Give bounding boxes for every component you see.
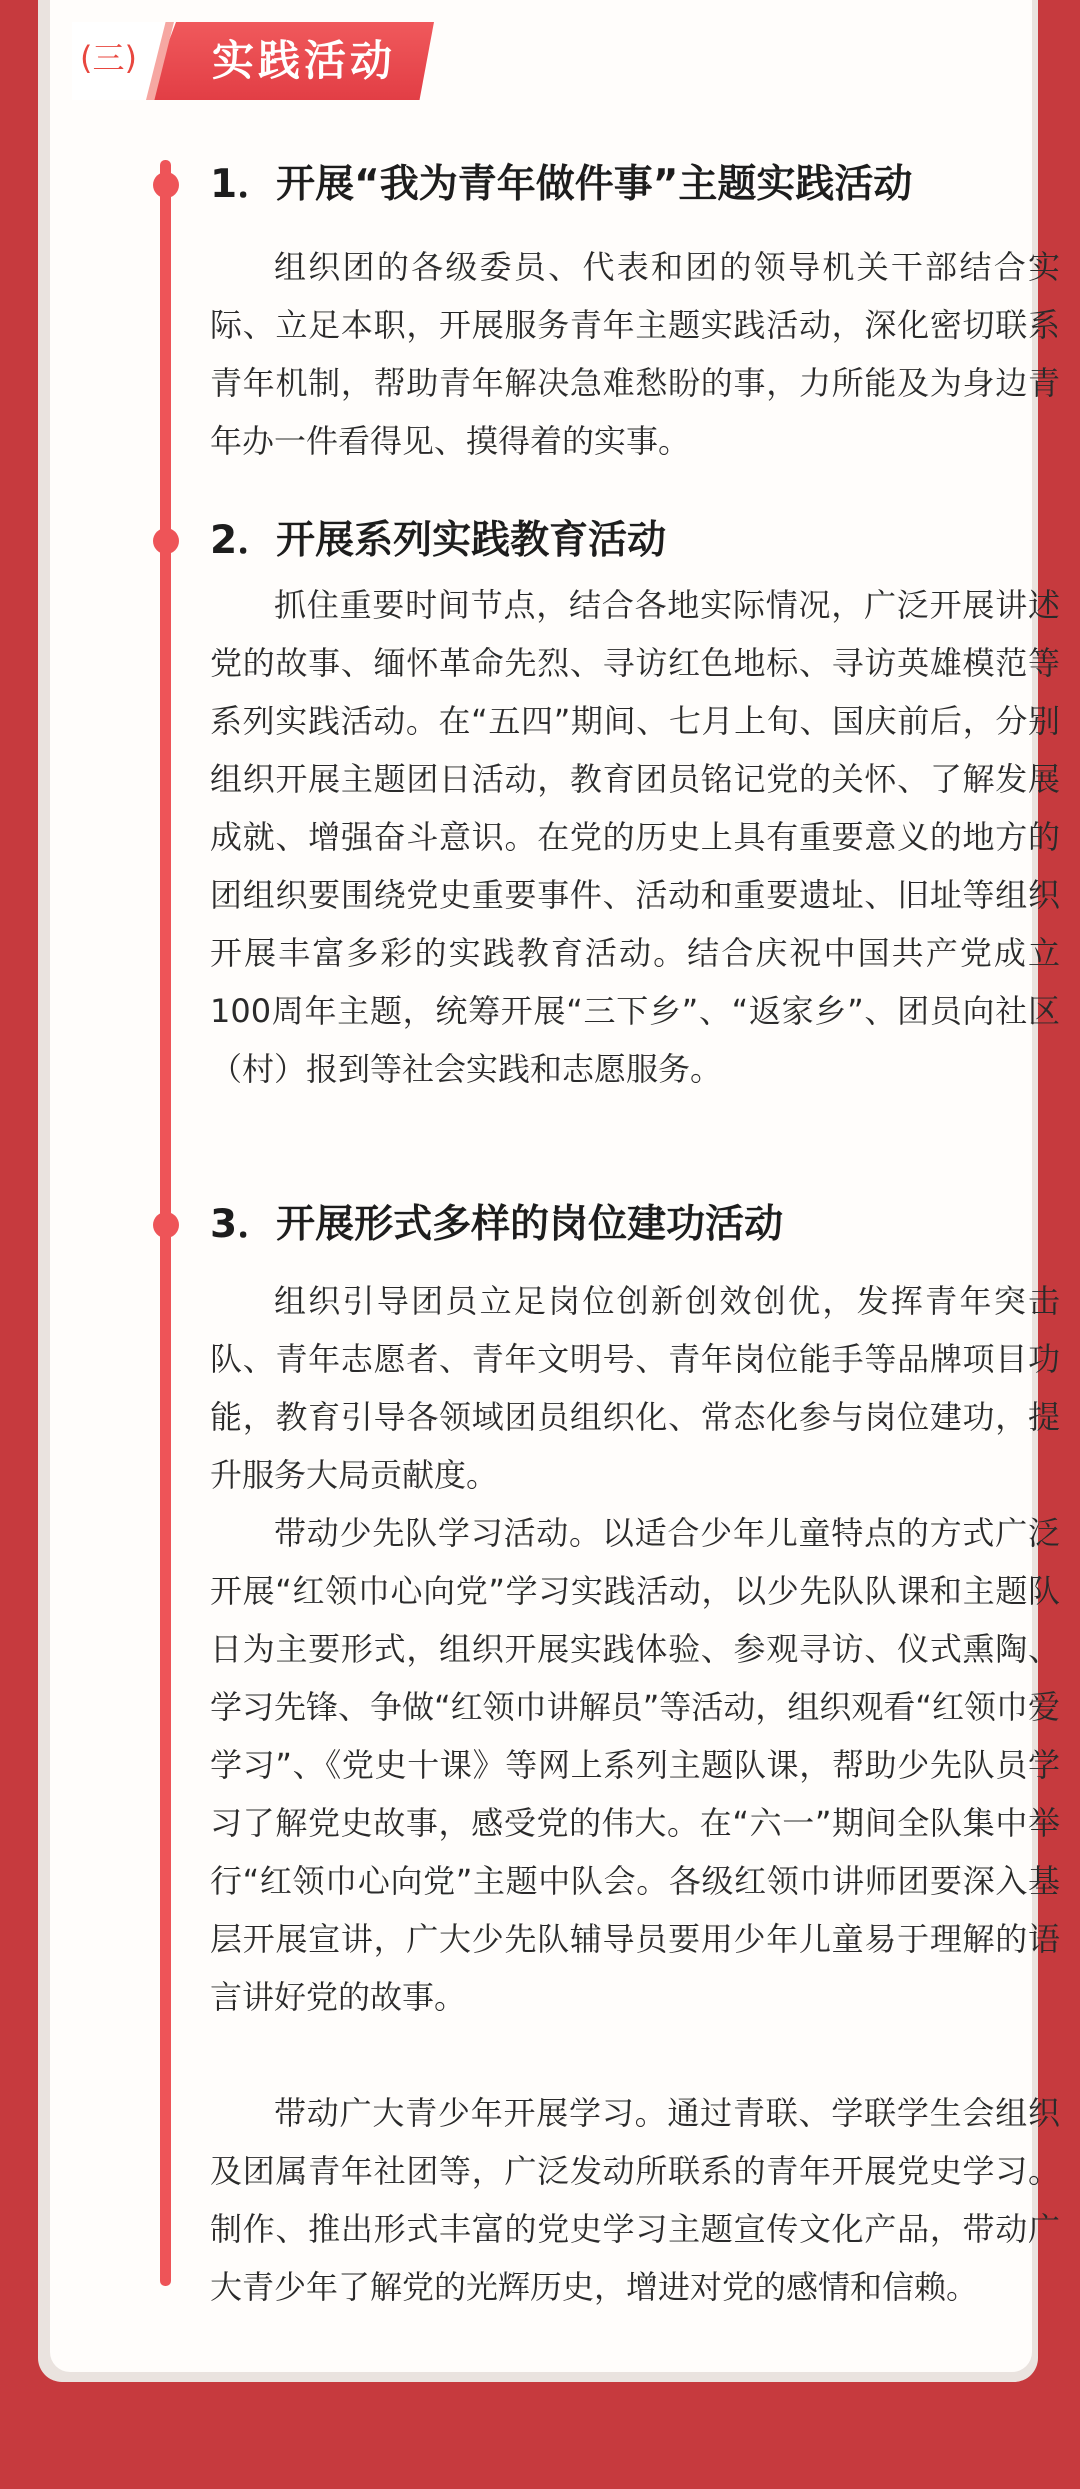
item-title: 1．开展“我为青年做件事”主题实践活动 bbox=[210, 162, 913, 207]
timeline-dot bbox=[153, 528, 179, 554]
item-paragraph: 带动广大青少年开展学习。通过青联、学联学生会组织及团属青年社团等，广泛发动所联系的青年开展党史学习。制作、推出形式丰富的党史学习主题宣传文化产品，带动广大青少年了解党的光辉历史，增进对党的感情和信赖。 bbox=[210, 2094, 1060, 2306]
timeline-dot bbox=[153, 1212, 179, 1238]
section-title: 实践活动 bbox=[212, 36, 397, 85]
item-paragraph: 抓住重要时间节点，结合各地实际情况，广泛开展讲述党的故事、缅怀革命先烈、寻访红色地标、寻访英雄模范等系列实践活动。在“五四”期间、七月上旬、国庆前后，分别组织开展主题团日活动，教育团员铭记党的关怀、了解发展成就、增强奋斗意识。在党的历史上具有重要意义的地方的团组织要围绕党史重要事件、活动和重要遗址、旧址等组织开展丰富多彩的实践教育活动。结合庆祝中国共产党成立100周年主题，统筹开展“三下乡”、“返家乡”、团员向社区（村）报到等社会实践和志愿服务。 bbox=[210, 586, 1060, 1088]
section-tag bbox=[72, 22, 434, 100]
content-card bbox=[50, 0, 1060, 2372]
item-paragraph: 组织引导团员立足岗位创新创效创优，发挥青年突击队、青年志愿者、青年文明号、青年岗位能手等品牌项目功能，教育引导各领域团员组织化、常态化参与岗位建功，提升服务大局贡献度。 bbox=[210, 1282, 1060, 1494]
item-paragraph: 带动少先队学习活动。以适合少年儿童特点的方式广泛开展“红领巾心向党”学习实践活动，以少先队队课和主题队日为主要形式，组织开展实践体验、参观寻访、仪式熏陶、学习先锋、争做“红领巾讲解员”等活动，组织观看“红领巾爱学习”、《党史十课》等网上系列主题队课，帮助少先队员学习了解党史故事，感受党的伟大。在“六一”期间全队集中举行“红领巾心向党”主题中队会。各级红领巾讲师团要深入基层开展宣讲，广大少先队辅导员要用少年儿童易于理解的语言讲好党的故事。 bbox=[210, 1514, 1060, 2016]
item-title: 2．开展系列实践教育活动 bbox=[210, 518, 667, 563]
item-paragraph: 组织团的各级委员、代表和团的领导机关干部结合实际、立足本职，开展服务青年主题实践活动，深化密切联系青年机制，帮助青年解决急难愁盼的事，力所能及为身边青年办一件看得见、摸得着的实事。 bbox=[210, 248, 1060, 460]
item-title: 3．开展形式多样的岗位建功活动 bbox=[210, 1202, 784, 1247]
timeline-dot bbox=[153, 172, 179, 198]
page-background-bottom bbox=[0, 2382, 1080, 2489]
section-number: (三) bbox=[80, 39, 137, 77]
